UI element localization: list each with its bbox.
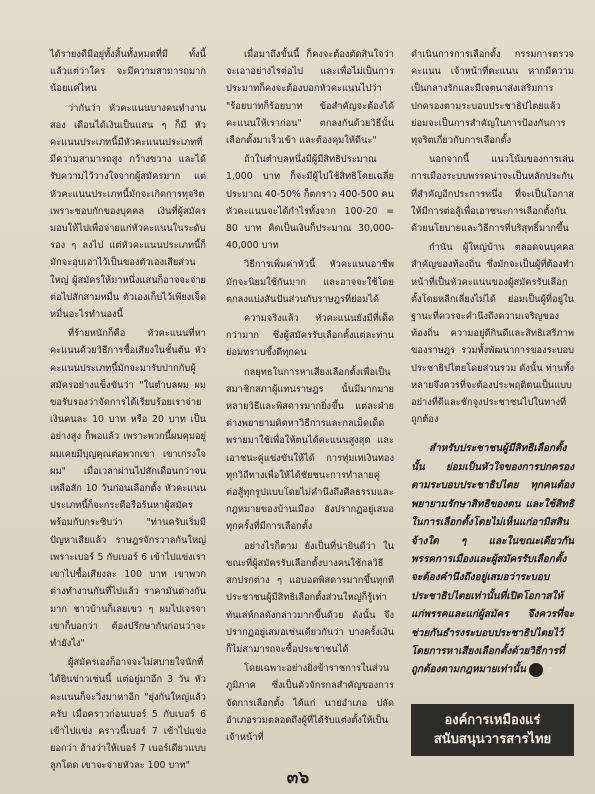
page-number: ๓๖ [286,768,310,788]
sponsor-banner-line-1: องค์การเหมืองแร่ [444,713,541,728]
paragraph: เมื่อมาถึงขั้นนี้ ก็คงจะต้องตัดสินใจว่าจะเอาอย่างไรต่อไป และเพื่อไม่เป็นการประมาทก็คงจะต้องบอกหัวคะแนนไปว่า "ร้อยบาทก็ร้อยบาท ข้อสำคัญจะต้องได้คะแนนให้เราก่อน" ตกลงกันด้วยวิธีนั้นเลือกตั้งมาเร็วเข้า และต้องคุมให้ดีนะ" [226,49,394,147]
paragraph: อย่างไรก็ตาม ยังเป็นที่น่ายินดีว่า ในขณะที่ผู้สมัครรับเลือกตั้งบางคนใช้กลวิธีสกปรกต่าง ๆ แอบอดพิสดารมากขึ้นทุกทีประชาชนผู้มีสิทธิเลือกตั้งส่วนใหญ่ก็รู้เท่าทันเล่ห์กลดังกล่าวมากขึ้นด้วย ดังนั้น จึงปรากฏอยู่เสมอเช่นเดียวกันว่า บางครั้งเงินก็ไม่สามารถจะซื้อประชาชนได้ [226,540,394,655]
paragraph: กำนัน ผู้ใหญ่บ้าน ตลอดจนบุคคลสำคัญของท้องถิ่น ซึ่งมักจะเป็นผู้ที่ต้องทำหน้าที่เป็นหัวคะแนนของผู้สมัครรับเลือกตั้งโดยหลีกเลี่ยงไม่ได้ ย่อมเป็นผู้ที่อยู่ในฐานะที่ควรจะคำนึงถึงความเจริญของท้องถิ่น ความอยู่ดีกินดีและสิทธิเสรีภาพของราษฎร รวมทั้งพัฒนาการของระบอบประชาธิปไตยโดยส่วนรวม ดังนั้น ท่านทั้งหลายจึงควรที่จะต้องประพฤติตนเป็นแบบอย่างที่ดีและชักจูงประชาชนไปในทางที่ถูกต้อง [411,242,574,426]
paragraph: วิธีการเพิ่มค่าหัวนี้ หัวคะแนนอาชีพมักจะนิยมใช้กันมาก และอาจจะใช้โดยตกลงแบ่งสันปันส่วนกับราษฎรที่ย่อมได้ [226,259,394,305]
article-column-2 [226,46,394,748]
paragraph: ผู้สมัครเองก็อาจจะไม่สบายใจนักที่ได้ยินข่าวเช่นนี้ แต่อยู่มาอีก 3 วัน หัวคะแนนก็จะวิ่งมาหาอีก "ยุ่งกันใหญ่แล้วครับ เมื่อคราวก่อนเบอร์ 5 กับเบอร์ 6 เข้าไปแข่ง คราวนี้เบอร์ 7 เข้าไปแข่ง ยอกว่า อ้างว่าให้เบอร์ 7 เบอร์เดียวแบบลูกโดด เขาจะจ่ายหัวละ 100 บาท" [50,657,206,772]
paragraph: ที่ร้ายหนักก็คือ หัวคะแนนที่หาคะแนนด้วยวิธีการซื้อเสียงในชั้นต้น หัวคะแนนประเภทนี้มักจะมารับปากกับผู้สมัครอย่างแข็งขันว่า "ในตำบลผม ผมขอรับรองว่าจัดการได้เรียบร้อยเราจ่ายเงินคนละ 10 บาท หรือ 20 บาท เป็นอย่างสูง ก็พอแล้ว เพราะพวกนี้ผมคุมอยู่ผมเคยมีบุญคุณต่อพวกเขา เขาเกรงใจผม" เมื่อเวลาผ่านไปสักเดือนกว่าจนเหลือสัก 10 วันก่อนเลือกตั้ง หัวคะแนนประเภทนี้ก็จะกระตือรือร้นหาผู้สมัคร พร้อมกับกระซิบว่า "ท่านครับเริ่มมีปัญหาเสียแล้ว ราษฎรจักรวาลกันใหญ่ เพราะเบอร์ 5 กับเบอร์ 6 เข้าไปแข่งเราเขาไปซื้อเสียงละ 100 บาท เขาพวกต่างทำงานกันที่ไปแล้ว ราคามันต่างกันมาก ชาวบ้านก็เลยเขว ๆ ผมไปเจรจา เขาก็บอกว่า ต้องปรึกษากันก่อนว่าจะทำยังไง" [50,328,206,649]
paragraph: ว่ากันว่า หัวคะแนนบางคนทำงานสอง เดือนได้เงินเป็นแสน ๆ ก็มี หัวคะแนนประเภทนี้มีหัวคะแนนประเภทที่มีความสามารถสูง กว้างขวาง และได้รับความไว้วางใจจากผู้สมัครมาก แต่หัวคะแนนประเภทนี้มักจะเกิดการทุจริต เพราะชอบกักของบุคคล เงินที่ผู้สมัครมอบให้ไปเพื่อจ่ายแก่หัวคะแนนในระดับรอง ๆ ลงไป แต่หัวคะแนนประเภทนี้ก็มักจะอุบเอาไว้เป็นของตัวเองเสียส่วนใหญ่ ผู้สมัครให้มาหนึ่งแสนก็อาจจะจ่ายต่อไปสักสามหมื่น ตัวเองเก็บไว้เพียงเจ็ดหมื่นอะไรทำนองนี้ [50,102,206,321]
paragraph: ถ้าในตำบลหนึ่งมีผู้มีสิทธิประมาณ 1,000 บาท ก็จะมีผู้ไปใช้สิทธิโดยเฉลี่ยประมาณ 40-50% ก็ตกราว 400-500 คน หัวคะแนนจะได้กำไรทั้งจาก 100-20 = 80 บาท คิดเป็นเงินก็ประมาณ 30,000-40,000 บาท [226,154,394,252]
article-column-1 [50,46,206,777]
sponsor-banner [411,704,574,756]
sponsor-banner-line-2: สนับสนุนวารสารไทย [433,732,552,747]
paragraph: ได้รายงดีมีอยู่ทั้งสิ้นทั้งหมดที่มี ทั้งนี้ แล้วแต่ว่าใคร จะมีความสามารถมากน้อยแค่ไหน [50,49,206,95]
pull-quote-text: สำหรับประชาชนผู้มีสิทธิเลือกตั้งนั้น ย่อมเป็นหัวใจของการปกครองตามระบอบประชาธิปไตย ทุกคนต้องพยายามรักษาสิทธิของตน และใช้สิทธิในการเลือกตั้งโดยไม่เห็นแก่อามิสสินจ้างใด ๆ และในขณะเดียวกันพรรคการเมืองและผู้สมัครรับเลือกตั้งจะต้องคำนึงถึงอยู่เสมอว่าระบอบประชาธิปไตยเท่านั้นที่เปิดโอกาสให้แก่พรรคและแก่ผู้สมัคร จึงควรที่จะช่วยกันธำรงระบอบประชาธิปไตยไว้ โดยการหาเสียงเลือกตั้งด้วยวิธีการที่ถูกต้องตามกฎหมายเท่านั้น [411,443,574,676]
paragraph: กลยุทธในการหาเสียงเลือกตั้งเพื่อเป็นสมาชิกสภาผู้แทนราษฎร นั้นมีมากมายหลายวิธีและพิสดารมากยิ่งขึ้น แต่ละฝ่ายต่างพยายามคิดหาวิธีการและกลเม็ดเด็ดพรายมาใช้เพื่อให้ตนได้คะแนนสูงสุด และเอาชนะคู่แข่งขันให้ได้ การทุ่มเทเงินทองทุกวิถีทางเพื่อให้ได้ชัยชนะการทำลายคู่ต่อสู้ทุกรูปแบบโดยไม่คำนึงถึงศีลธรรมและกฎหมายของบ้านเมือง ยังปรากฏอยู่เสมอทุกครั้งที่มีการเลือกตั้ง [226,366,394,533]
paragraph: โดยเฉพาะอย่างยิ่งข้าราชการในส่วนภูมิภาค ซึ่งเป็นตัวจักรกลสำคัญของการจัดการเลือกตั้ง ได้แก่ นายอำเภอ ปลัดอำเภอรวมตลอดถึงผู้ที่ได้รับแต่งตั้งให้เป็นเจ้าหน้าที่ [226,663,394,743]
article-column-3 [411,46,574,680]
end-mark-icon: ธ [529,663,543,677]
paragraph: นอกจากนี้ แนวโน้มของการเล่นการเมืองระบบพรรคน่าจะเป็นหลักประกันที่สำคัญอีกประการหนึ่ง ที่จะเป็นโอกาสให้มีการต่อสู้เพื่อเอาชนะการเลือกตั้งกันด้วยนโยบายและวิธีการที่บริสุทธิ์มากขึ้น [411,154,574,235]
paragraph: ดำเนินการการเลือกตั้ง กรรมการตรวจคะแนน เจ้าหน้าที่คะแนน หากมีความเป็นกลางรักและมีเจตนาส่งเสริมการปกครองตามระบอบประชาธิปไตยแล้ว ย่อมจะเป็นการสำคัญในการป้องกันการทุจริตเกี่ยวกับการเลือกตั้ง [411,49,574,147]
pull-quote [411,440,574,679]
paragraph: ความจริงแล้ว หัวคะแนนยังมีที่เด็ดกว่ามาก ซึ่งผู้สมัครรับเลือกตั้งแต่ละท่านย่อมทราบซึ้งดีทุกคน [226,313,394,359]
